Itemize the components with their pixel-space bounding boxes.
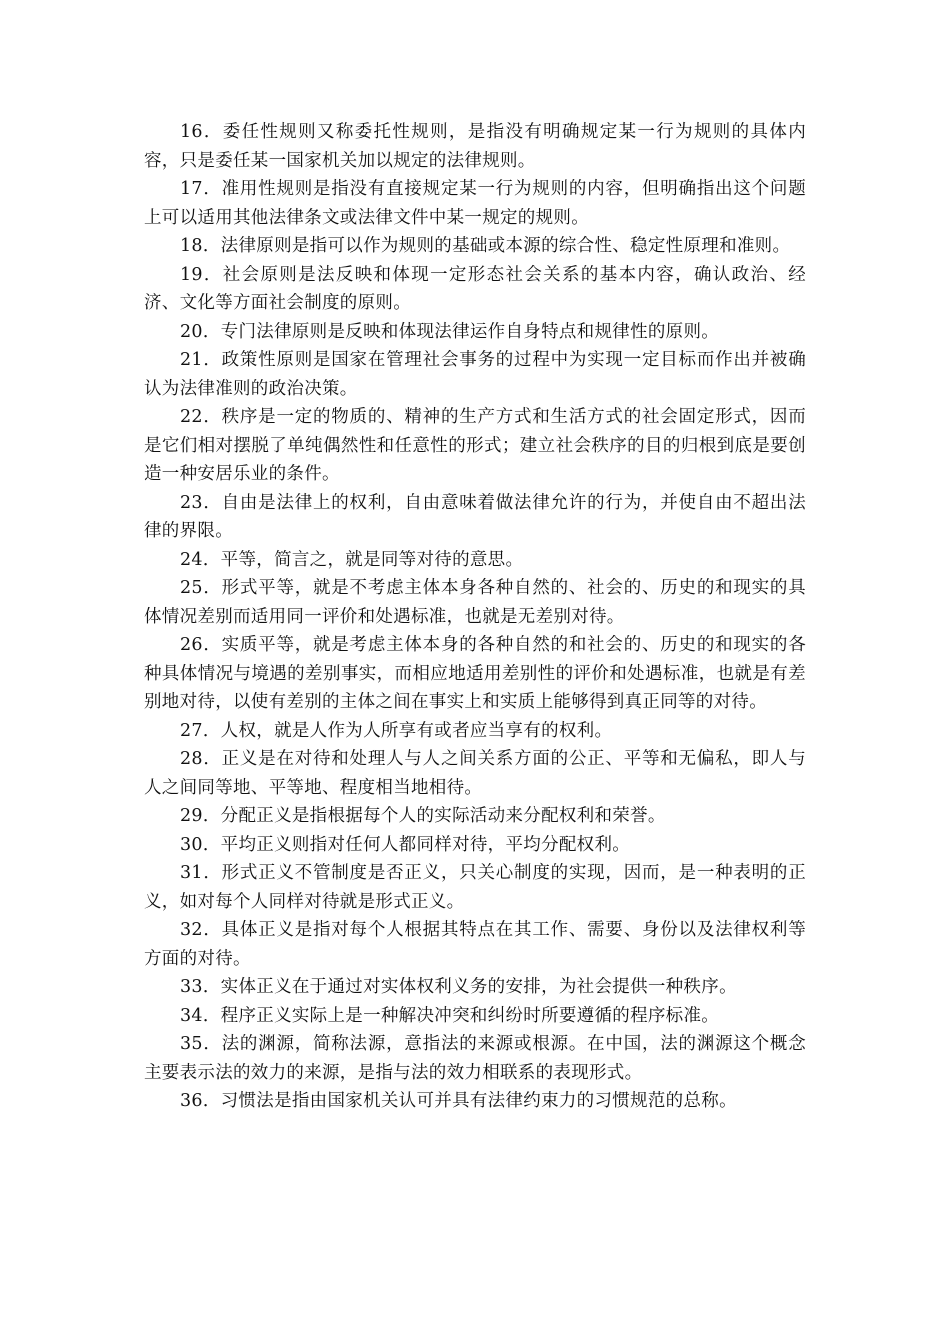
paragraph-21: 21．政策性原则是国家在管理社会事务的过程中为实现一定目标而作出并被确认为法律准则的政治决策。 [144,350,806,399]
paragraph-23: 23．自由是法律上的权利，自由意味着做法律允许的行为，并使自由不超出法律的界限。 [144,492,806,541]
paragraph-36: 36．习惯法是指由国家机关认可并具有法律约束力的习惯规范的总称。 [180,1091,737,1111]
paragraph-31: 31．形式正义不管制度是否正义，只关心制度的实现，因而，是一种表明的正义，如对每个人同样对待就是形式正义。 [144,863,806,912]
paragraph-27: 27．人权，就是人作为人所享有或者应当享有的权利。 [180,720,613,741]
paragraph-26: 26．实质平等，就是考虑主体本身的各种自然的和社会的、历史的和现实的各种具体情况与境遇的差别事实，而相应地适用差别性的评价和处遇标准，也就是有差别地对待，以使有差别的主体之间在事实上和实质上能够得到真正同等的对待。 [144,635,806,712]
paragraph-35: 35．法的渊源，简称法源，意指法的来源或根源。在中国，法的渊源这个概念主要表示法的效力的来源，是指与法的效力相联系的表现形式。 [144,1034,806,1083]
paragraph-18: 18．法律原则是指可以作为规则的基础或本源的综合性、稳定性原理和准则。 [180,236,791,256]
paragraph-28: 28．正义是在对待和处理人与人之间关系方面的公正、平等和无偏私，即人与人之间同等地、平等地、程度相当地相待。 [144,749,806,798]
paragraph-30: 30．平均正义则指对任何人都同样对待，平均分配权利。 [180,834,631,855]
paragraph-22: 22．秩序是一定的物质的、精神的生产方式和生活方式的社会固定形式，因而是它们相对摆脱了单纯偶然性和任意性的形式；建立社会秩序的目的归根到底是要创造一种安居乐业的条件。 [144,407,806,484]
paragraph-24: 24．平等，简言之，就是同等对待的意思。 [180,549,524,570]
paragraph-20: 20．专门法律原则是反映和体现法律运作自身特点和规律性的原则。 [180,321,720,342]
paragraph-32: 32．具体正义是指对每个人根据其特点在其工作、需要、身份以及法律权利等方面的对待。 [144,920,806,969]
paragraph-25: 25．形式平等，就是不考虑主体本身各种自然的、社会的、历史的和现实的具体情况差别而适用同一评价和处遇标准，也就是无差别对待。 [144,578,806,627]
paragraph-33: 33．实体正义在于通过对实体权利义务的安排，为社会提供一种秩序。 [180,977,737,997]
paragraph-17: 17．准用性规则是指没有直接规定某一行为规则的内容，但明确指出这个问题上可以适用其他法律条文或法律文件中某一规定的规则。 [144,179,806,228]
paragraph-16: 16．委任性规则又称委托性规则，是指没有明确规定某一行为规则的具体内容，只是委任某一国家机关加以规定的法律规则。 [144,122,806,171]
paragraph-29: 29．分配正义是指根据每个人的实际活动来分配权利和荣誉。 [180,806,666,826]
paragraph-19: 19．社会原则是法反映和体现一定形态社会关系的基本内容，确认政治、经济、文化等方面社会制度的原则。 [144,264,806,313]
document-body [144,118,806,1116]
paragraph-34: 34．程序正义实际上是一种解决冲突和纠纷时所要遵循的程序标准。 [180,1005,720,1026]
